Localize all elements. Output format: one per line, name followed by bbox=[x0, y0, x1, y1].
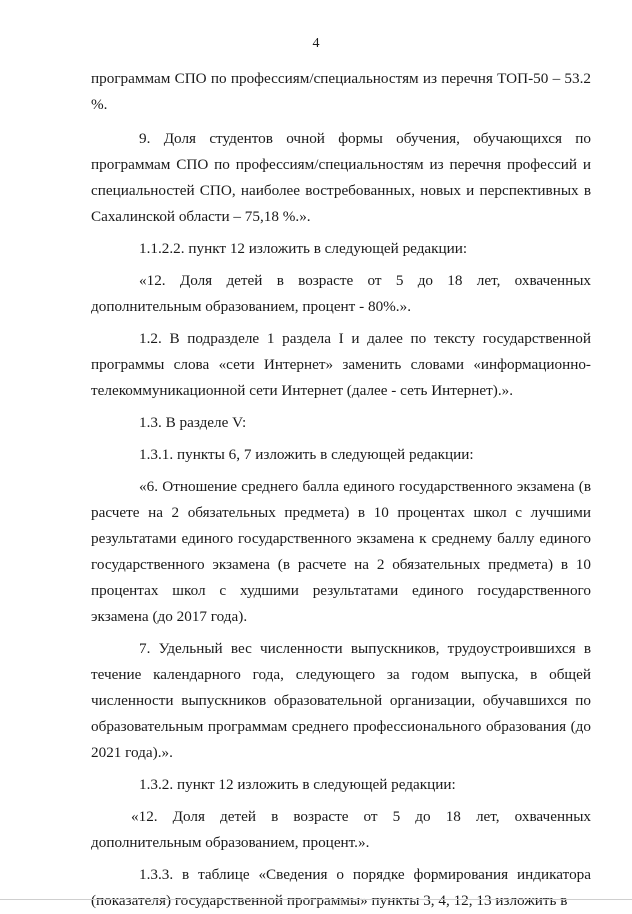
scan-artifact-line bbox=[0, 899, 632, 900]
paragraph-1-1-2-2: 1.1.2.2. пункт 12 изложить в следующей редакции: bbox=[139, 240, 468, 257]
paragraph-1-3-3: 1.3.3. в таблице «Сведения о порядке формирования индикатора (показателя) государственной программы» пункты 3, 4, 12, 13 изложить в bbox=[91, 866, 591, 909]
page-number: 4 bbox=[312, 36, 320, 51]
paragraph-1-3-2: 1.3.2. пункт 12 изложить в следующей редакции: bbox=[139, 776, 456, 793]
paragraph-1-3: 1.3. В разделе V: bbox=[139, 414, 247, 431]
paragraph-1-3-1: 1.3.1. пункты 6, 7 изложить в следующей редакции: bbox=[139, 446, 474, 463]
paragraph-quote-12: «12. Доля детей в возрасте от 5 до 18 лет, охваченных дополнительным образованием, процент.». bbox=[91, 808, 591, 851]
paragraph-quote-12-80: «12. Доля детей в возрасте от 5 до 18 лет, охваченных дополнительным образованием, процент - 80%.». bbox=[91, 272, 591, 315]
paragraph-item-7: 7. Удельный вес численности выпускников, трудоустроившихся в течение календарного года, следующего за годом выпуска, в общей численности выпускников образовательной организации, обучавшихся по образовательным программам среднего профессионального образования (до 2021 года).». bbox=[91, 640, 591, 761]
paragraph-1-2: 1.2. В подразделе 1 раздела I и далее по тексту государственной программы слова «сети Интернет» заменить словами «информационно-телекоммуникационной сети Интернет (далее - сеть Интернет).». bbox=[91, 330, 591, 399]
paragraph-item-9: 9. Доля студентов очной формы обучения, обучающихся по программам СПО по профессиям/специальностям из перечня профессий и специальностей СПО, наиболее востребованных, новых и перспективных в Сахалинской области – 75,18 %.». bbox=[91, 130, 591, 225]
paragraph-quote-6: «6. Отношение среднего балла единого государственного экзамена (в расчете на 2 обязательных предмета) в 10 процентах школ с лучшими результатами единого государственного экзамена к среднему баллу единого государственного экзамена (в расчете на 2 обязательных предмета) в 10 процентах школ с худшими результатами единого государственного экзамена (до 2017 года). bbox=[91, 478, 591, 625]
document-body bbox=[91, 66, 591, 914]
paragraph-top-continuation: программам СПО по профессиям/специальностям из перечня ТОП-50 – 53.2 %. bbox=[91, 70, 591, 113]
